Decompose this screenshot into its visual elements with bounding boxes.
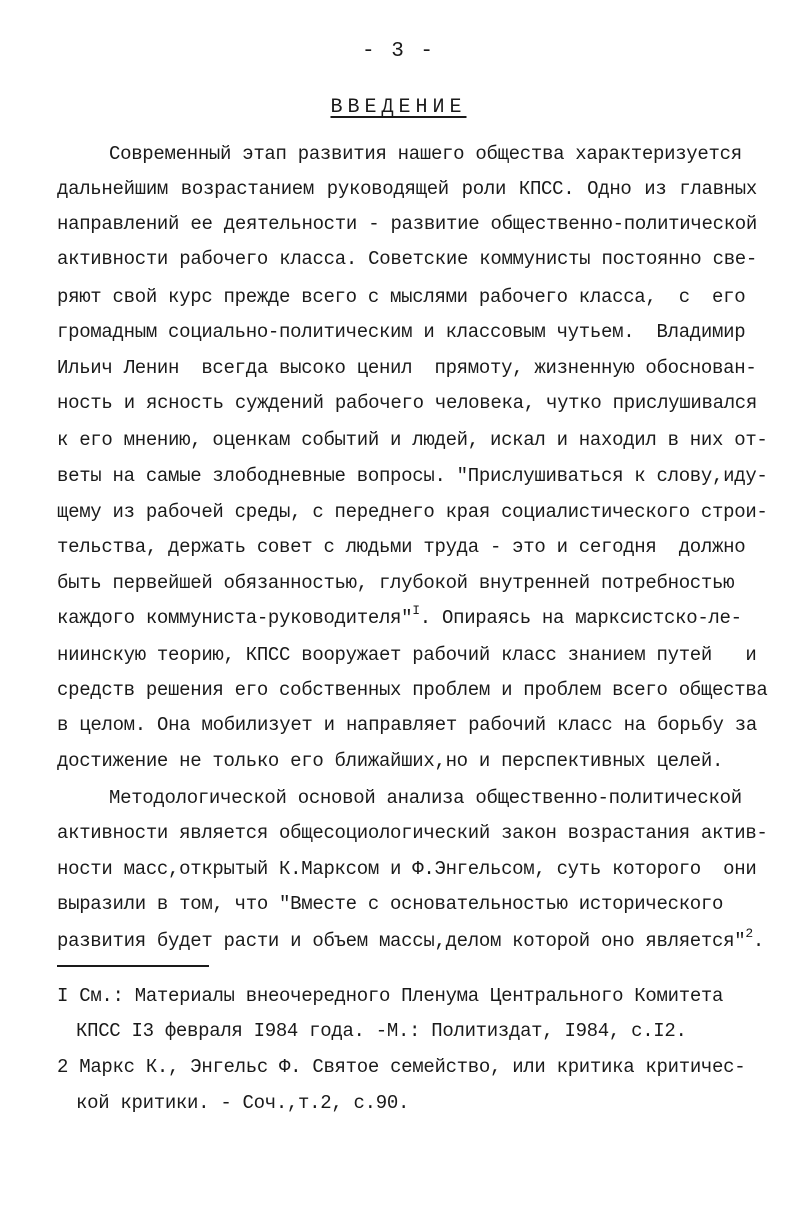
body-line: быть первейшей обязанностью, глубокой внутренней потребностью [57,572,735,594]
footnote-ref: I [412,603,420,618]
footnote-1-continued: КПСС I3 февраля I984 года. -М.: Политиздат, I984, с.I2. [76,1020,687,1042]
footnote-2 [57,1055,745,1079]
body-line: Ильич Ленин всегда высоко ценил прямоту, жизненную обоснован- [57,357,757,379]
footnote-text: См.: Материалы внеочередного Пленума Центрального Комитета [79,985,724,1007]
body-line: громадным социально-политическим и классовым чутьем. Владимир [57,321,746,343]
body-line: достижение не только его ближайших,но и перспективных целей. [57,750,724,772]
body-text: . [752,930,764,952]
body-line-with-footnote [57,926,764,955]
body-line: дальнейшим возрастанием руководящей роли КПСС. Одно из главных [57,178,757,200]
body-line: средств решения его собственных проблем и проблем всего общества [57,679,768,701]
footnote-2-continued: кой критики. - Соч.,т.2, с.90. [76,1092,410,1114]
body-line: выразили в том, что "Вместе с основательностью исторического [57,893,724,915]
body-line: щему из рабочей среды, с переднего края социалистического строи- [57,501,768,523]
body-line: Методологической основой анализа общественно-политической [109,787,742,809]
body-line: ниинскую теорию, КПСС вооружает рабочий класс знанием путей и [57,644,757,666]
body-line: веты на самые злободневные вопросы. "Прислушиваться к слову,иду- [57,465,768,487]
body-line: Современный этап развития нашего общества характеризуется [109,143,742,165]
body-line: к его мнению, оценкам событий и людей, искал и находил в них от- [57,429,768,451]
body-line: ность и ясность суждений рабочего человека, чутко прислушивался [57,392,757,414]
body-text: . Опираясь на марксистско-ле- [419,607,742,629]
body-line: в целом. Она мобилизует и направляет рабочий класс на борьбу за [57,714,757,736]
body-line: ряют свой курс прежде всего с мыслями рабочего класса, с его [57,286,746,308]
body-line-with-footnote [57,603,757,632]
body-line: активности является общесоциологический закон возрастания актив- [57,822,768,844]
body-text: каждого коммуниста-руководителя" [57,607,413,629]
footnote-separator [57,965,209,967]
body-line: активности рабочего класса. Советские коммунисты постоянно све- [57,248,757,270]
footnote-text: Маркс К., Энгельс Ф. Святое семейство, или критика критичес- [79,1056,746,1078]
body-text: развития будет расти и объем массы,делом которой оно является" [57,930,746,952]
footnote-marker: 2 [57,1056,69,1078]
section-heading: ВВЕДЕНИЕ [330,96,467,119]
footnote-ref: 2 [745,926,753,941]
body-line: тельства, держать совет с людьми труда - это и сегодня должно [57,536,746,558]
page-number: - 3 - [361,40,435,63]
body-line: направлений ее деятельности - развитие общественно-политической [57,213,757,235]
body-line: ности масс,открытый К.Марксом и Ф.Энгельсом, суть которого они [57,858,757,880]
footnote-1 [57,984,723,1008]
footnote-marker: I [57,985,69,1007]
